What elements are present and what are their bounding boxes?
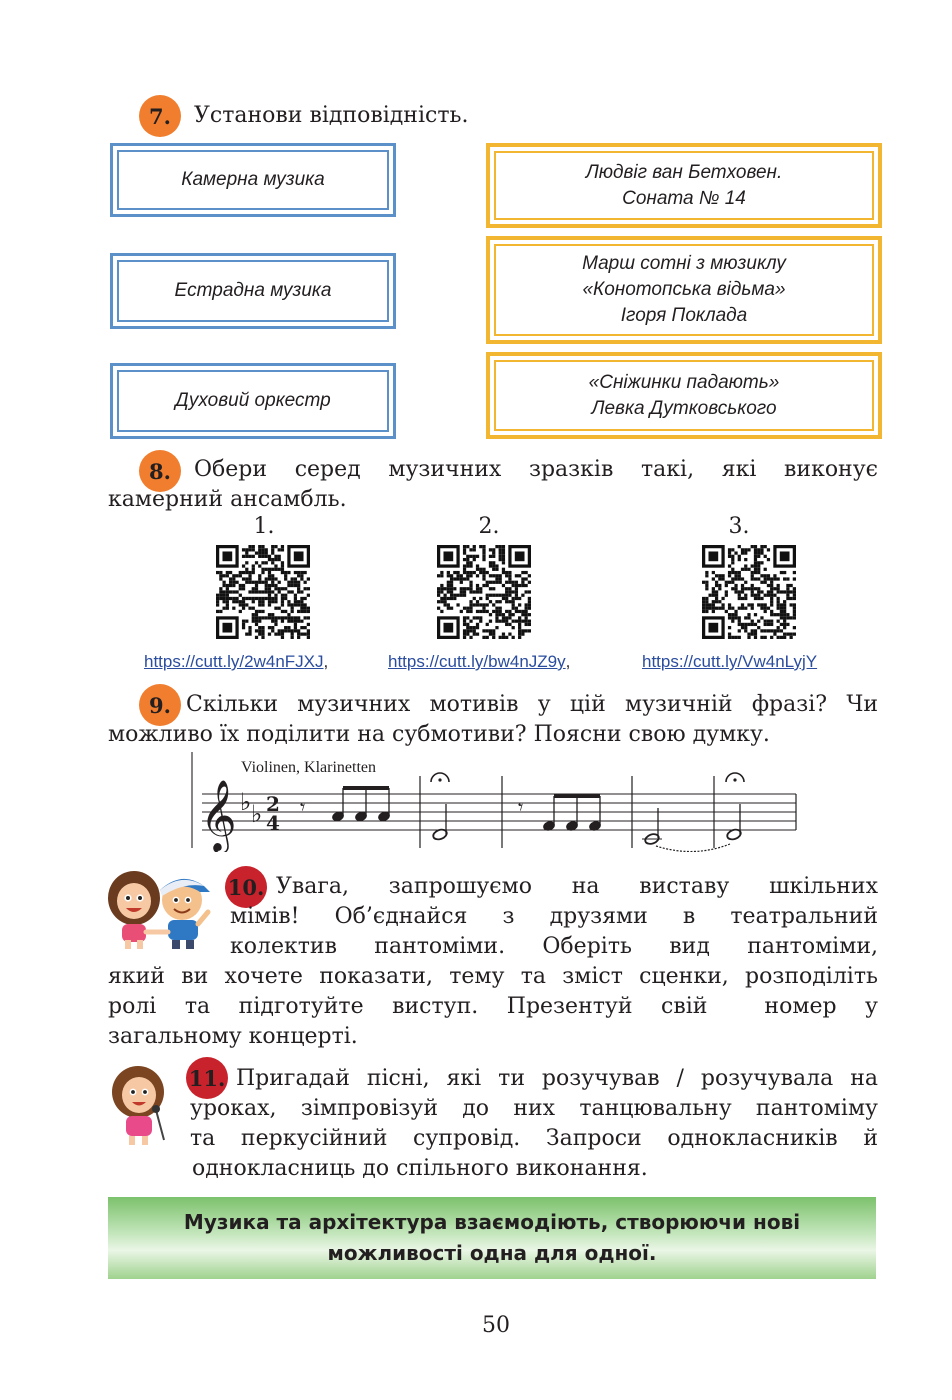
match-right-1 [486,143,882,228]
match-right-3-line-1: «Сніжинки падають» [588,371,780,393]
match-left-2-label: Естрадна музика [174,280,332,301]
link-2[interactable] [388,652,570,672]
qr-label-1: 1. [253,514,275,539]
eighth-notes-group [542,794,601,832]
task-8-line-2: камерний ансамбль. [108,487,347,512]
kids-illustration [104,868,216,950]
time-signature-bottom: 4 [266,811,280,835]
score-caption: Violinen, Klarinetten [241,759,376,776]
match-left-1-label: Камерна музика [181,169,325,190]
summary-banner-line-1: Музика та архітектура взаємодіють, створюючи нові [183,1210,801,1234]
task-10-line-5: ролі та підготуйте виступ. Презентуй свій номер у [108,994,878,1019]
task-10-line-2: мімів! Об’єднайся з друзями в театральний [230,904,878,929]
match-right-3 [486,352,882,439]
task-number-11: 11. [186,1057,228,1099]
match-right-2-line-3: Ігоря Поклада [620,305,748,326]
task-8-line-1: Обери серед музичних зразків такі, які виконує [194,457,878,482]
flat-icon: ♭ [240,788,252,816]
half-note-with-fermata [431,773,450,841]
link-1-text[interactable]: https://cutt.ly/2w4nFJXJ [144,652,324,671]
task-11-line-2: уроках, зімпровізуй до них танцювальну пантоміму [190,1096,878,1121]
task-10-line-6: загальному концерті. [108,1024,358,1049]
match-right-2-line-1: Марш сотні з мюзиклу [582,253,786,274]
match-right-1-line-1: Людвіг ван Бетховен. [585,161,783,183]
eighth-rest-icon: 𝄾 [518,795,524,819]
eighth-notes-group [331,786,390,822]
match-left-1 [110,143,396,217]
qr-label-2: 2. [478,514,500,539]
task-9-line-2: можливо їх поділити на субмотиви? Поясни свою думку. [108,722,770,747]
link-1-comma: , [323,652,329,671]
match-right-2-line-2: «Конотопська відьма» [582,279,786,300]
time-signature-top: 2 [266,792,280,816]
qr-code-icon[interactable] [216,545,310,639]
task-10-line-3: колектив пантоміми. Оберіть вид пантоміми, [230,934,878,959]
summary-banner-line-2: можливості одна для одної. [327,1241,657,1265]
match-left-2 [110,253,396,329]
summary-banner [108,1197,876,1279]
link-2-text[interactable]: https://cutt.ly/bw4nJZ9y [388,652,566,671]
match-right-2 [486,236,882,344]
task-number-10: 10. [225,866,267,908]
half-note-with-fermata [724,773,744,841]
task-9-line-1: Скільки музичних мотивів у цій музичній фразі? Чи [186,692,878,717]
match-left-3-label: Духовий оркестр [175,390,331,411]
qr-label-3: 3. [728,514,750,539]
link-2-comma: , [565,652,571,671]
task-10-line-4: який ви хочете показати, тему та зміст сценки, розподіліть [108,964,878,989]
qr-code-icon[interactable] [702,545,796,639]
match-right-1-line-2: Соната № 14 [622,187,746,209]
link-3[interactable] [642,652,817,672]
eighth-rest-icon: 𝄾 [300,795,306,819]
task-number-8: 8. [139,450,181,492]
task-number-7: 7. [139,95,181,137]
treble-clef-icon: 𝄞 [200,778,237,851]
link-1[interactable] [144,652,328,672]
flat-icon: ♭ [251,800,263,828]
task-7-text: Установи відповідність. [194,103,469,128]
task-10-line-1: Увага, запрошуємо на виставу шкільних [276,874,878,899]
link-3-text[interactable]: https://cutt.ly/Vw4nLyjY [642,652,818,671]
music-score [188,752,800,852]
match-left-3 [110,363,396,439]
match-right-3-line-2: Левка Дутковського [591,397,777,419]
girl-singer-illustration [106,1064,178,1146]
task-number-9: 9. [139,684,181,726]
task-11-line-1: Пригадай пісні, які ти розучував / розучувала на [236,1066,878,1091]
qr-code-icon[interactable] [437,545,531,639]
page-number: 50 [482,1313,510,1338]
task-11-line-3: та перкусійний супровід. Запроси однокласників й [190,1126,878,1151]
task-11-line-4: однокласниць до спільного виконання. [192,1156,648,1181]
